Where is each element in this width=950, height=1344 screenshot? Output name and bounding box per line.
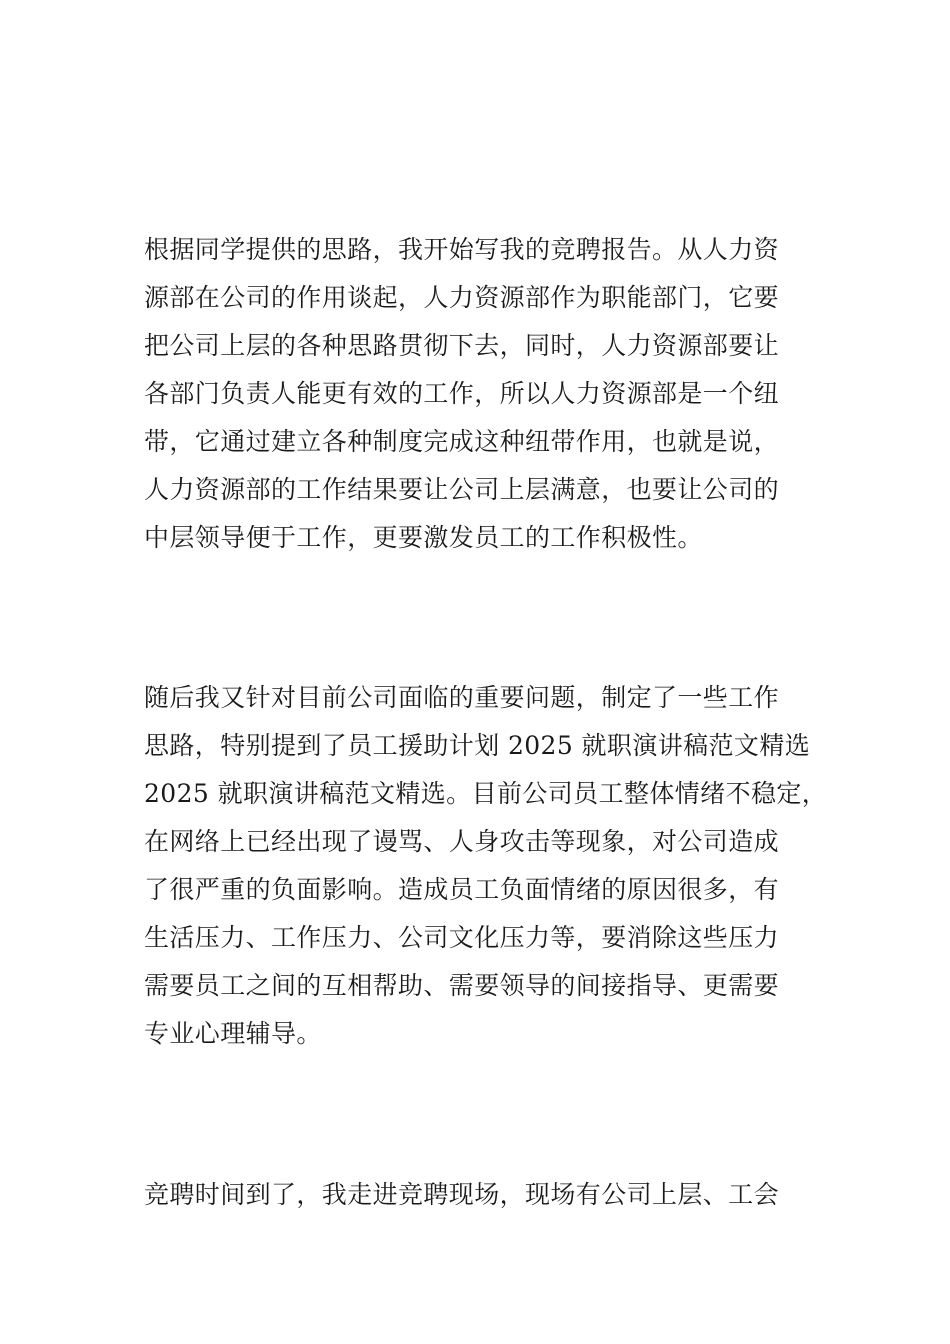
text-line: 需要员工之间的互相帮助、需要领导的间接指导、更需要 — [144, 971, 780, 1000]
text-line: 人力资源部的工作结果要让公司上层满意，也要让公司的 — [144, 475, 780, 504]
text-line — [144, 1058, 824, 1106]
text-line: 思路，特别提到了员工援助计划 2025 就职演讲稿范文精选 — [144, 731, 811, 760]
text-line: 在网络上已经出现了谩骂、人身攻击等现象，对公司造成 — [144, 827, 780, 856]
text-line: 带，它通过建立各种制度完成这种纽带作用，也就是说， — [144, 427, 780, 456]
paragraph-1 — [144, 226, 824, 562]
text-line: 把公司上层的各种思路贯彻下去，同时，人力资源部要让 — [144, 331, 780, 360]
text-line: 中层领导便于工作，更要激发员工的工作积极性。 — [144, 523, 703, 552]
text-line: 专业心理辅导。 — [144, 1019, 322, 1048]
text-line: 2025 就职演讲稿范文精选。目前公司员工整体情绪不稳定， — [144, 779, 828, 808]
text-line: 生活压力、工作压力、公司文化压力等，要消除这些压力 — [144, 923, 780, 952]
paragraph-3 — [144, 1171, 824, 1219]
text-line: 源部在公司的作用谈起，人力资源部作为职能部门，它要 — [144, 283, 780, 312]
text-line: 竞聘时间到了，我走进竞聘现场，现场有公司上层、工会 — [144, 1180, 780, 1209]
text-line: 了很严重的负面影响。造成员工负面情绪的原因很多，有 — [144, 875, 780, 904]
text-line: 随后我又针对目前公司面临的重要问题，制定了一些工作 — [144, 683, 780, 712]
paragraph-2 — [144, 674, 828, 1106]
text-line: 各部门负责人能更有效的工作，所以人力资源部是一个纽 — [144, 379, 780, 408]
text-line: 根据同学提供的思路，我开始写我的竞聘报告。从人力资 — [144, 235, 780, 264]
